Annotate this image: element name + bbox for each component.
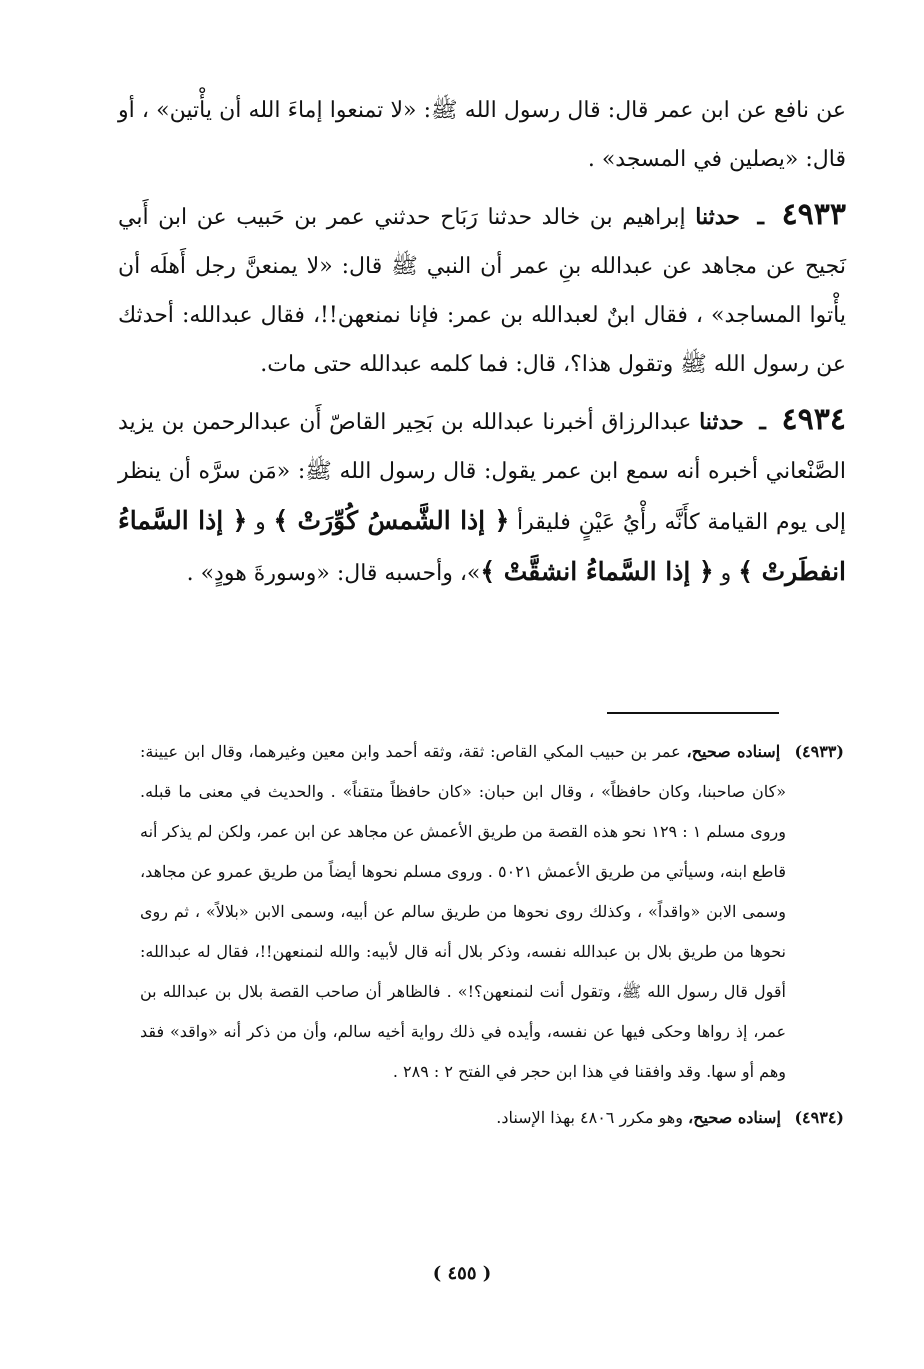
quran-verse-inshiqaq: ﴿ إذا السَّماءُ انشقَّتْ ﴾	[480, 557, 714, 586]
footnote-text: وهو مكرر ٤٨٠٦ بهذا الإسناد.	[496, 1108, 683, 1127]
conjunction: و	[255, 510, 266, 535]
footnote-separator	[607, 712, 779, 714]
hadith-number: ٤٩٣٤	[781, 402, 846, 437]
footnotes	[140, 732, 844, 1138]
footnote-text: عمر بن حبيب المكي القاص: ثقة، وثقه أحمد وابن معين وغيرهما، وقال ابن عيينة: «كان صاحبنا، وكان حافظاً» ، وقال ابن حبان: «كان حافظاً متقناً» . والحديث في معنى ما قبله. وروى مسلم ١ : ١٢٩ نحو هذه القصة من طريق الأعمش عن مجاهد عن ابن عمر، ولكن لم يذكر أنه قاطع ابنه، وسيأتي من طريق الأعمش ٥٠٢١ . وروى مسلم نحوها أيضاً من طريق عمرو عن مجاهد، وسمى الابن «واقداً» ، وكذلك روى نحوها من طريق سالم عن أبيه، وسمى الابن «بلالاً» ، ثم روى نحوها من طريق بلال بن عبدالله نفسه، وذكر بلال أنه قال لأبيه: والله لنمنعهن!!، فقال له عبدالله: أقول قال رسول الله ﷺ، وتقول أنت لنمنعهن؟!» . فالظاهر أن صاحب القصة بلال بن عبدالله بن عمر، إذ رواها وحكى فيها عن نفسه، وأيده في ذلك رواية أخيه سالم، وأن من ذكر أنه «واقد» فقد وهم أو سها. وقد وافقنا في هذا ابن حجر في الفتح ٢ : ٢٨٩ .	[140, 742, 787, 1081]
hadith-text: إبراهيم بن خالد حدثنا رَبَاح حدثني عمر بن حَبيب عن ابن أَبي نَجيح عن مجاهد عن عبدالله بنِ عمر أن النبي ﷺ قال: «لا يمنعنَّ رجل أَهلَه أن يأْتوا المساجد» ، فقال ابنٌ لعبدالله بن عمر: فإنا نمنعهن!!، فقال عبدالله: أحدثك عن رسول الله ﷺ وتقول هذا؟، قال: فما كلمه عبدالله حتى مات.	[118, 205, 846, 377]
hadith-text-before-quran: عبدالرزاق أخبرنا عبدالله بن بَحِير القاصّ أَن عبدالرحمن بن يزيد الصَّنْعاني أخبره أنه سمع ابن عمر يقول: قال رسول الله ﷺ: «مَن سرَّه أن ينظر إلى يوم القيامة كأَنَّه رأْيُ عَيْنٍ فليقرأ	[118, 410, 847, 535]
footnote-4933	[140, 732, 844, 1092]
hadith-number: ٤٩٣٣	[781, 197, 847, 232]
hadith-dash: ـ	[759, 409, 766, 435]
conjunction: و	[720, 561, 732, 586]
quran-verse-infitar: ﴿ إذا السَّماءُ انفطَرتْ ﴾	[118, 506, 846, 586]
footnote-number: (٤٩٣٤)	[794, 1108, 844, 1127]
main-text	[118, 86, 846, 598]
hadith-4934	[118, 395, 846, 598]
footnote-grade: إسناده صحيح،	[688, 1108, 781, 1127]
hadith-lead-word: حدثنا	[699, 409, 744, 435]
hadith-lead-word: حدثنا	[695, 204, 740, 230]
footnote-number: (٤٩٣٣)	[794, 742, 844, 761]
quran-verse-takwir: ﴿ إذا الشَّمسُ كُوِّرَتْ ﴾	[273, 506, 510, 535]
hadith-dash: ـ	[757, 204, 764, 230]
footnote-4934	[140, 1098, 844, 1138]
intro-text: عن نافع عن ابن عمر قال: قال رسول الله ﷺ: «لا تمنعوا إماءَ الله أن يأْتين» ، أو قال: «يصلين في المسجد» .	[118, 98, 846, 172]
footnote-grade: إسناده صحيح،	[686, 742, 781, 761]
hadith-4933	[118, 190, 846, 389]
page-number: ( ٤٥٥ )	[432, 1263, 492, 1284]
hadith-text-after-quran: »، وأحسبه قال: «وسورةَ هودٍ» .	[186, 561, 481, 586]
intro-paragraph	[118, 86, 846, 184]
